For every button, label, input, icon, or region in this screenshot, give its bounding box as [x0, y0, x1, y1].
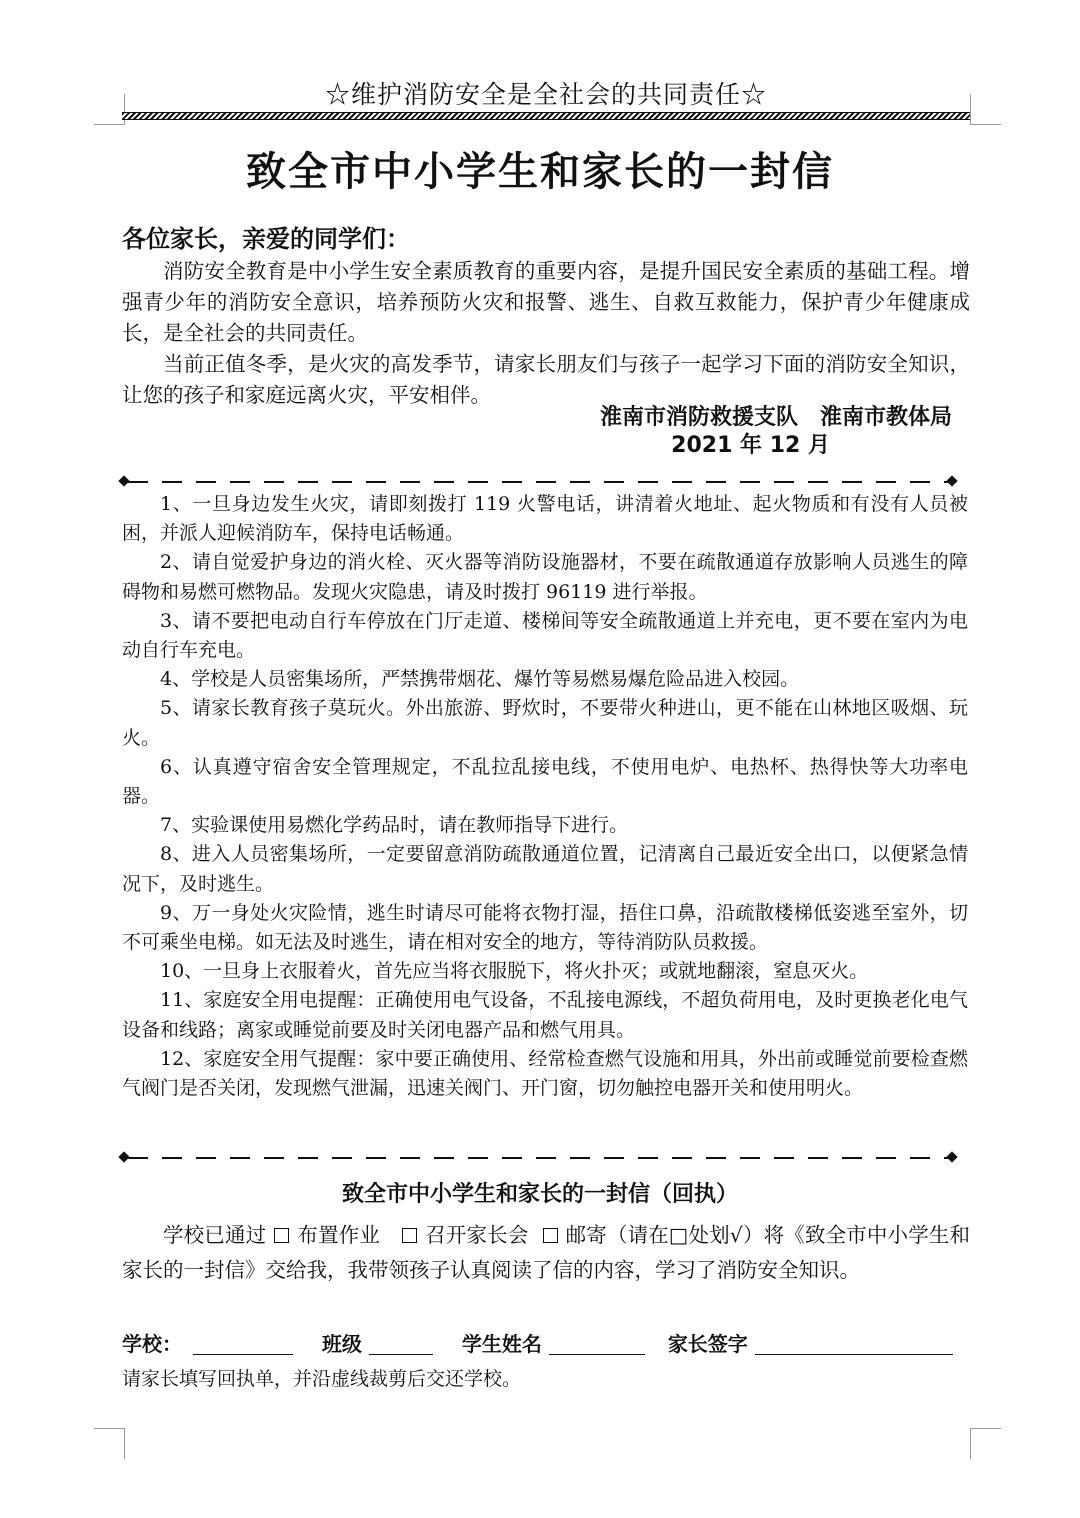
header-motto: ☆维护消防安全是全社会的共同责任☆ — [324, 80, 767, 109]
crop-mark-bottom-left — [94, 1428, 125, 1459]
school-label: 学校： — [122, 1332, 182, 1356]
parent-signature-field[interactable] — [755, 1330, 953, 1355]
header-rule — [122, 112, 970, 120]
diamond-icon — [946, 1151, 957, 1162]
safety-tips-list — [122, 490, 968, 1103]
letter-date: 2021 年 12 月 — [671, 433, 830, 458]
student-name-label: 学生姓名 — [461, 1332, 542, 1356]
dashed-line — [128, 1157, 948, 1159]
class-field[interactable] — [369, 1330, 433, 1355]
receipt-text — [122, 1218, 970, 1288]
receipt-form — [122, 1328, 970, 1360]
intro-body — [122, 256, 970, 411]
dashed-line — [128, 481, 948, 483]
school-field[interactable] — [193, 1330, 293, 1355]
salutation: 各位家长，亲爱的同学们： — [122, 225, 410, 253]
checkbox-mail[interactable] — [543, 1228, 558, 1243]
list-item: 6、认真遵守宿舍安全管理规定，不乱拉乱接电线，不使用电炉、电热杯、热得快等大功率电器。 — [122, 755, 968, 808]
intro-paragraph: 当前正值冬季，是火灾的高发季节，请家长朋友们与孩子一起学习下面的消防安全知识，让您的孩子和家庭远离火灾，平安相伴。 — [122, 352, 970, 407]
cut-line-bottom[interactable] — [118, 1152, 958, 1164]
crop-mark-top-left — [94, 94, 125, 125]
page-title: 致全市中小学生和家长的一封信 — [246, 148, 834, 195]
return-note: 请家长填写回执单，并沿虚线裁剪后交还学校。 — [122, 1368, 522, 1390]
intro-paragraph: 消防安全教育是中小学生安全素质教育的重要内容，是提升国民安全素质的基础工程。增强青少年的消防安全意识，培养预防火灾和报警、逃生、自救互救能力，保护青少年健康成长，是全社会的共同责任。 — [122, 259, 970, 345]
crop-mark-top-right — [970, 94, 1001, 125]
list-item: 9、万一身处火灾险情，逃生时请尽可能将衣物打湿，捂住口鼻，沿疏散楼梯低姿逃至室外，切不可乘坐电梯。如无法及时逃生，请在相对安全的地方，等待消防队员救援。 — [122, 901, 968, 954]
list-item: 10、一旦身上衣服着火，首先应当将衣服脱下，将火扑灭；或就地翻滚，窒息灭火。 — [160, 960, 869, 983]
class-label: 班级 — [321, 1332, 362, 1356]
list-item: 5、请家长教育孩子莫玩火。外出旅游、野炊时，不要带火种进山，更不能在山林地区吸烟、玩火。 — [122, 697, 968, 749]
diamond-icon — [946, 475, 957, 486]
list-item: 3、请不要把电动自行车停放在门厅走道、楼梯间等安全疏散通道上并充电，更不要在室内为电动自行车充电。 — [122, 609, 968, 662]
crop-mark-bottom-right — [970, 1428, 1001, 1459]
option-homework-label: 布置作业 — [297, 1223, 381, 1247]
option-parent-meeting-label: 召开家长会 — [425, 1223, 529, 1247]
list-item: 1、一旦身边发生火灾，请即刻拨打 119 火警电话，讲清着火地址、起火物质和有没有人员被困，并派人迎候消防车，保持电话畅通。 — [122, 493, 968, 545]
parent-signature-label: 家长签字 — [667, 1332, 748, 1356]
receipt-lead: 学校已通过 — [163, 1223, 267, 1247]
cut-line-top — [118, 476, 958, 488]
list-item: 7、实验课使用易燃化学药品时，请在教师指导下进行。 — [160, 814, 629, 837]
list-item: 2、请自觉爱护身边的消火栓、灭火器等消防设施器材，不要在疏散通道存放影响人员逃生的障碍物和易燃可燃物品。发现火灾隐患，请及时拨打 96119 进行举报。 — [122, 551, 968, 603]
receipt-title: 致全市中小学生和家长的一封信（回执） — [341, 1182, 738, 1207]
list-item: 4、学校是人员密集场所，严禁携带烟花、爆竹等易燃易爆危险品进入校园。 — [160, 668, 800, 691]
checkbox-homework[interactable] — [274, 1228, 289, 1243]
student-name-field[interactable] — [549, 1330, 645, 1355]
signature: 淮南市消防救援支队 淮南市教体局 — [599, 405, 952, 430]
list-item: 11、家庭安全用电提醒：正确使用电气设备，不乱接电源线，不超负荷用电，及时更换老化电气设备和线路；离家或睡觉前要及时关闭电器产品和燃气用具。 — [122, 989, 968, 1041]
list-item: 8、进入人员密集场所，一定要留意消防疏散通道位置，记清离自己最近安全出口，以便紧急情况下，及时逃生。 — [122, 843, 968, 895]
checkbox-parent-meeting[interactable] — [402, 1228, 417, 1243]
option-mail-label: 邮寄（请在□处划√）将《致全市中小学生和家长的一封信》交给我，我带领孩子认真阅读了信的内容，学习了消防安全知识。 — [122, 1223, 971, 1282]
list-item: 12、家庭安全用气提醒：家中要正确使用、经常检查燃气设施和用具，外出前或睡觉前要检查燃气阀门是否关闭，发现燃气泄漏，迅速关阀门、开门窗，切勿触控电器开关和使用明火。 — [122, 1047, 968, 1100]
